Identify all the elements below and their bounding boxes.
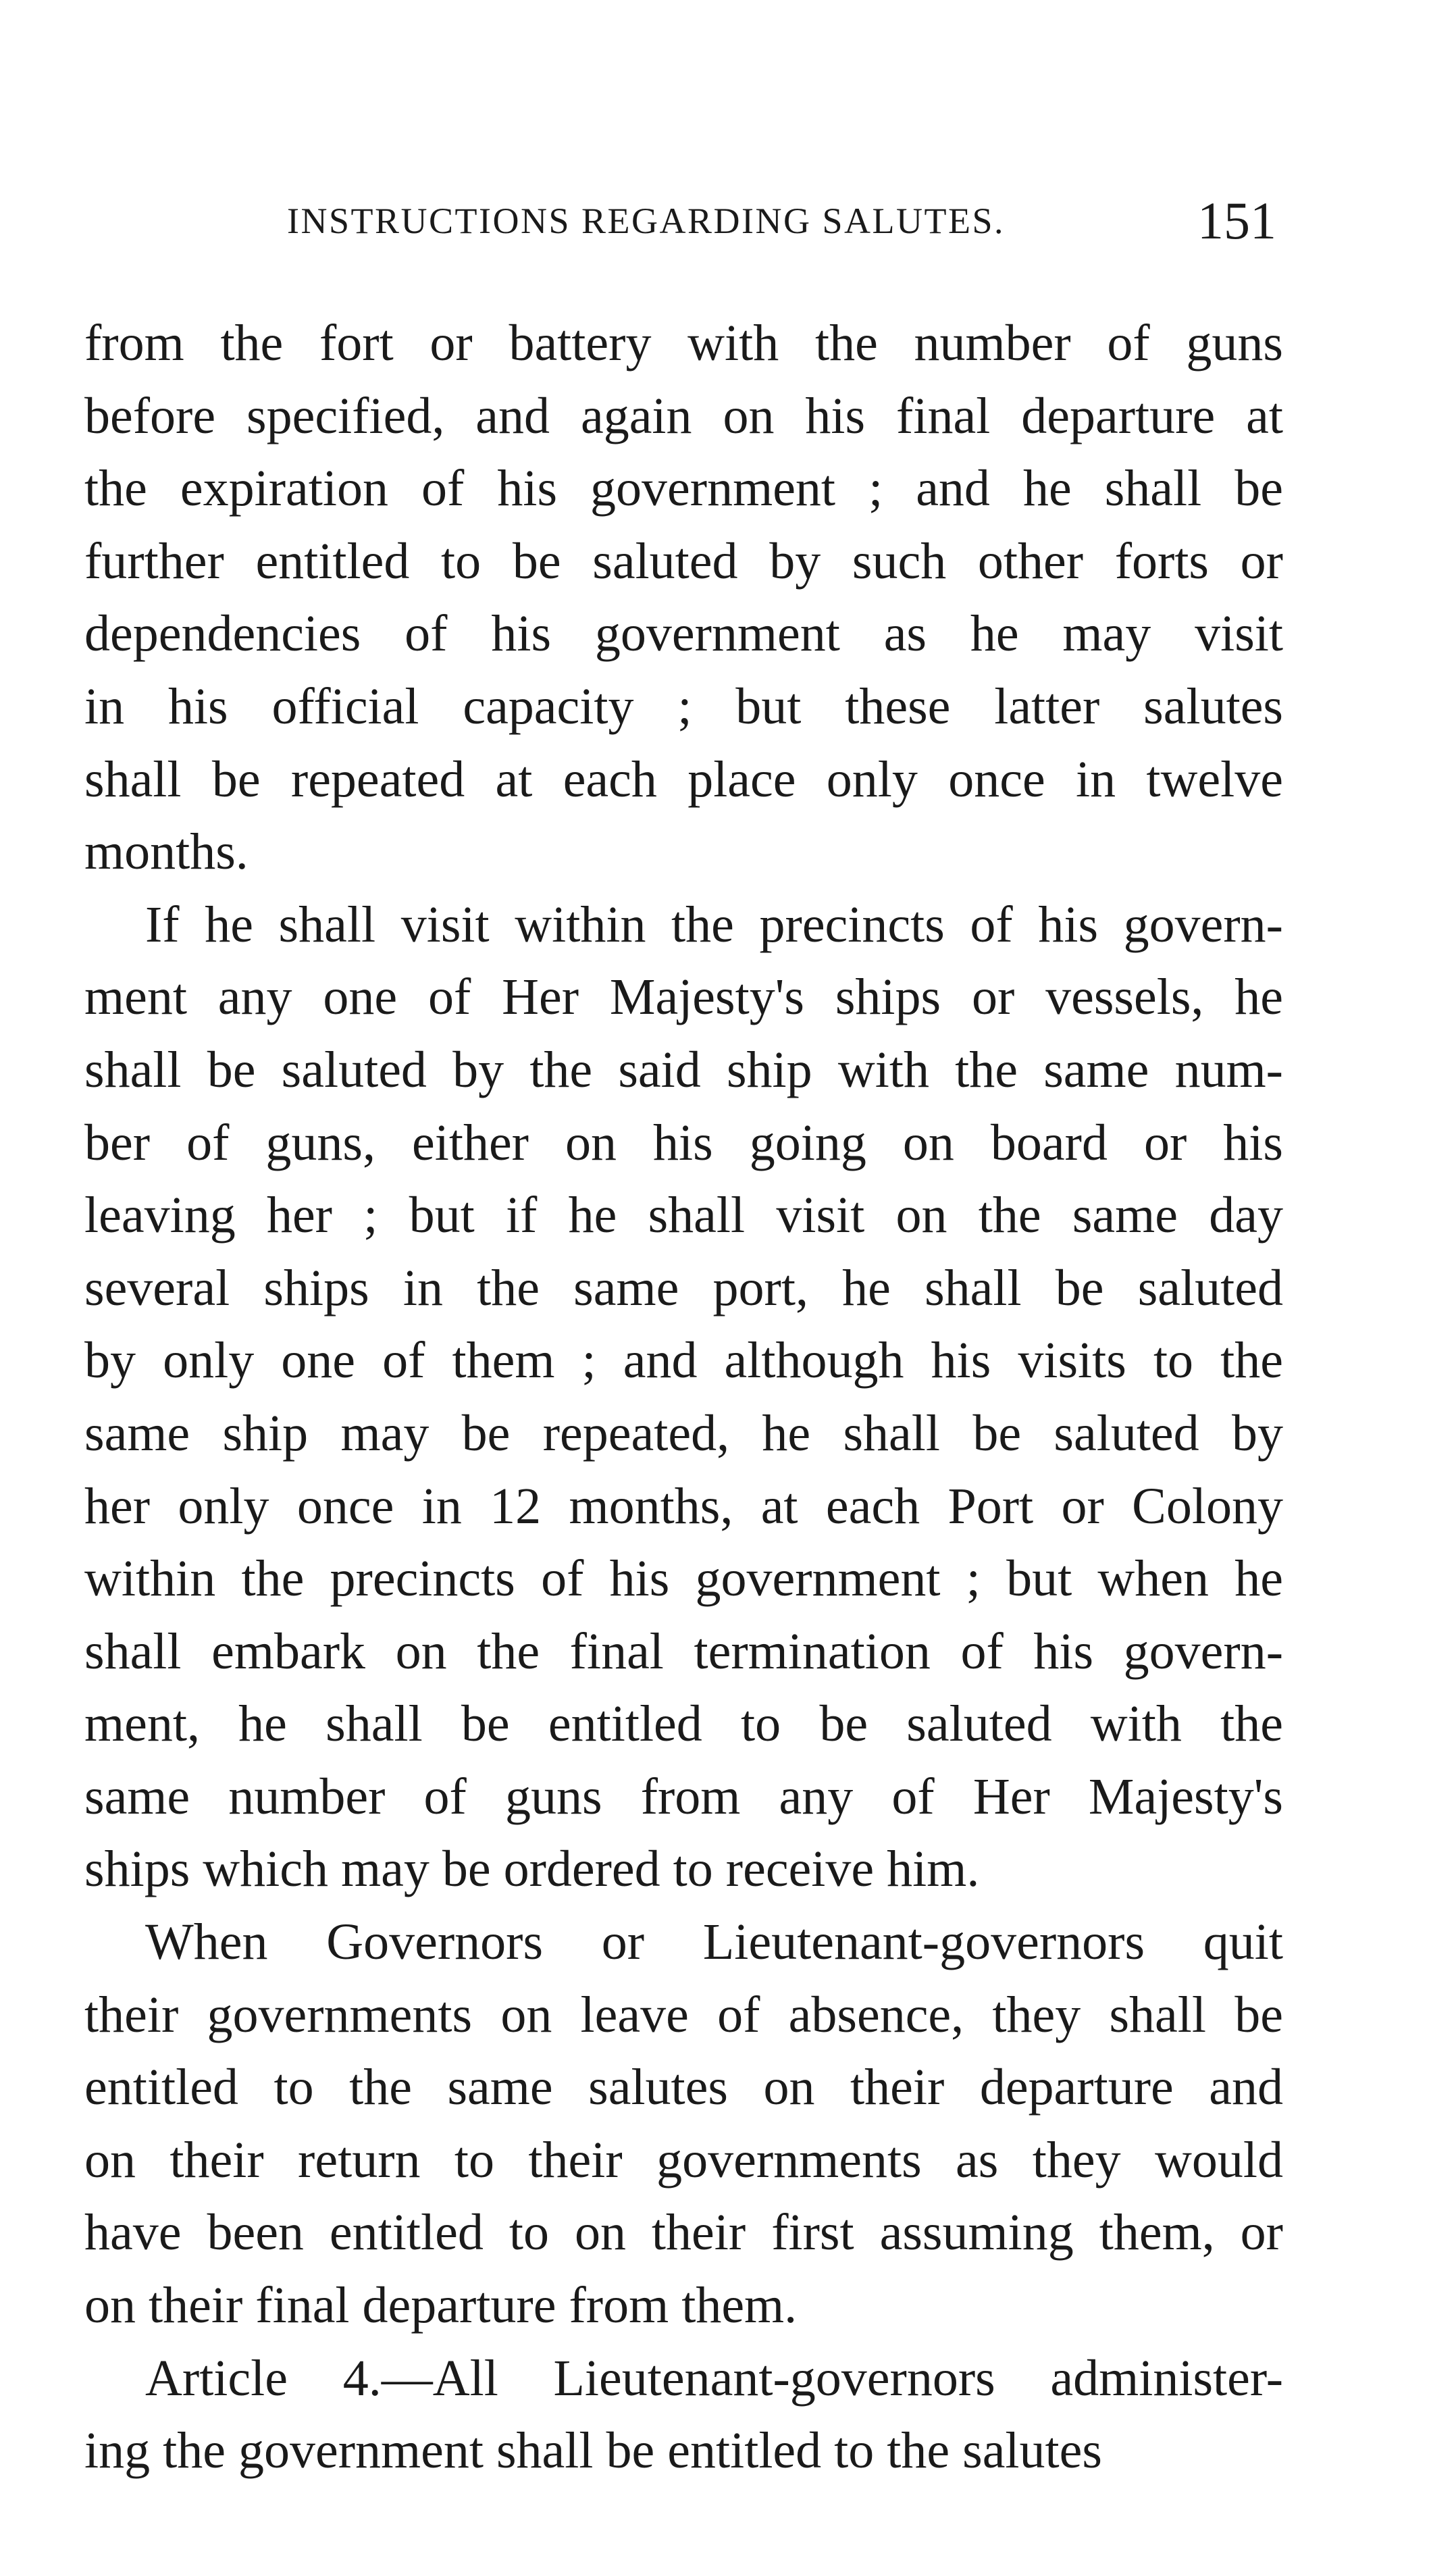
text-line: ships which may be ordered to receive him. (84, 1841, 980, 1898)
text-line: their governments on leave of absence, they shall be (84, 1986, 1283, 2043)
text-line: ment any one of Her Majesty's ships or vessels, he (84, 969, 1283, 1026)
text-line: before specified, and again on his final departure at (84, 387, 1283, 444)
text-line: within the precincts of his government ; but when he (84, 1550, 1283, 1608)
text-line: months. (84, 823, 249, 881)
text-line: ber of guns, either on his going on board or his (84, 1114, 1283, 1171)
text-line: her only once in 12 months, at each Port or Colony (84, 1477, 1283, 1535)
text-line: shall embark on the final termination of his govern- (84, 1622, 1283, 1680)
text-line: ing the government shall be entitled to the salutes (84, 2422, 1102, 2480)
paragraph (84, 2343, 1283, 2488)
text-line: further entitled to be saluted by such other forts or (84, 532, 1283, 590)
text-line: shall be saluted by the said ship with the same num- (84, 1041, 1283, 1098)
text-line: Article 4.—All Lieutenant-governors administer- (145, 2349, 1283, 2407)
text-line: If he shall visit within the precincts of his govern- (145, 896, 1283, 953)
text-line: ment, he shall be entitled to be saluted with the (84, 1695, 1283, 1753)
text-line: on their return to their governments as they would (84, 2131, 1283, 2188)
text-line: dependencies of his government as he may visit (84, 605, 1283, 663)
page-number: 151 (1197, 191, 1276, 250)
text-line: from the fort or battery with the number of guns (84, 315, 1283, 372)
text-line: the expiration of his government ; and he shall be (84, 460, 1283, 517)
text-line: shall be repeated at each place only once in twelve (84, 750, 1283, 808)
body-text (84, 307, 1283, 2488)
text-line: in his official capacity ; but these latter salutes (84, 677, 1283, 735)
text-line: by only one of them ; and although his visits to the (84, 1332, 1283, 1389)
text-line: same ship may be repeated, he shall be saluted by (84, 1404, 1283, 1462)
running-title: INSTRUCTIONS REGARDING SALUTES. (287, 201, 1006, 241)
text-line: leaving her ; but if he shall visit on the same day (84, 1187, 1283, 1244)
text-line: several ships in the same port, he shall be saluted (84, 1259, 1283, 1316)
text-line: have been entitled to on their first assuming them, or (84, 2204, 1283, 2261)
paragraph (84, 307, 1283, 889)
text-line: When Governors or Lieutenant-governors quit (145, 1914, 1283, 1971)
running-head (287, 191, 1276, 250)
text-line: entitled to the same salutes on their departure and (84, 2059, 1283, 2116)
paragraph (84, 1906, 1283, 2343)
paragraph (84, 889, 1283, 1906)
text-line: on their final departure from them. (84, 2277, 798, 2334)
text-line: same number of guns from any of Her Majesty's (84, 1768, 1283, 1825)
